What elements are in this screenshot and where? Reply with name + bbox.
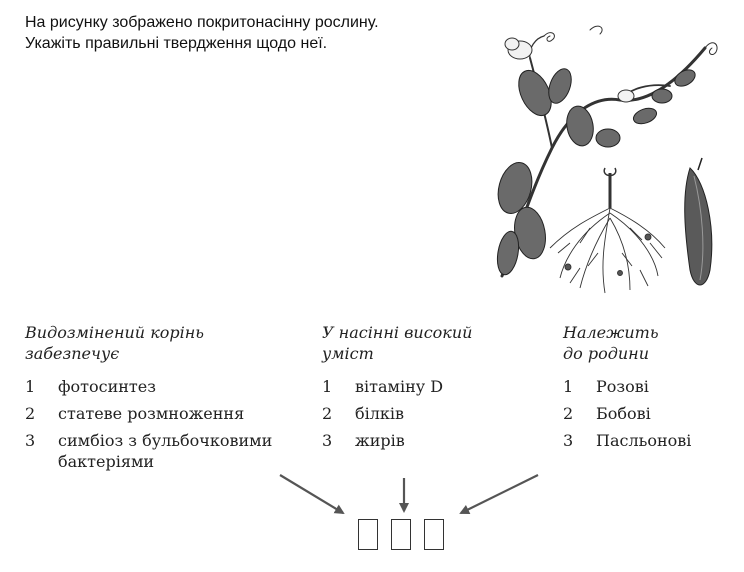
option-item: [563, 376, 691, 397]
column-heading: [563, 322, 691, 364]
option-number: 3: [563, 431, 574, 450]
option-number: 2: [322, 404, 333, 423]
option-item: [563, 430, 691, 451]
option-item: [322, 403, 472, 424]
option-number: 1: [563, 377, 574, 396]
option-text: жирів: [355, 431, 405, 450]
option-text: фотосинтез: [58, 377, 156, 396]
option-item: [25, 430, 272, 472]
arrow-right: [461, 475, 538, 513]
column-plant-family: [563, 322, 691, 457]
option-text: білків: [355, 404, 405, 423]
heading-line-1: Належить: [563, 323, 659, 342]
option-text: Розові: [596, 377, 649, 396]
pea-root-system: [550, 168, 665, 293]
option-item: [322, 376, 472, 397]
option-text: симбіоз з бульбочковими: [58, 431, 273, 450]
option-text: статеве розмноження: [58, 404, 245, 423]
question-line-2: Укажіть правильні твердження щодо неї.: [25, 35, 328, 52]
option-number: 2: [25, 404, 36, 423]
option-item: [563, 403, 691, 424]
arrow-left: [280, 475, 343, 513]
question-line-1: На рисунку зображено покритонасінну рослину.: [25, 14, 379, 31]
answer-box-1[interactable]: [358, 519, 378, 550]
option-item: [25, 403, 272, 424]
heading-line-2: забезпечує: [25, 344, 120, 363]
heading-line-2: до родини: [563, 344, 650, 363]
heading-line-2: уміст: [322, 344, 374, 363]
option-text: Пасльонові: [596, 431, 692, 450]
heading-line-1: У насінні високий: [322, 323, 473, 342]
answer-box-2[interactable]: [391, 519, 411, 550]
heading-line-1: Видозмінений корінь: [25, 323, 204, 342]
option-number: 3: [322, 431, 333, 450]
option-number: 1: [25, 377, 36, 396]
option-text: вітаміну D: [355, 377, 444, 396]
pea-plant-illustration: [480, 8, 730, 300]
option-item: [322, 430, 472, 451]
option-text: бактеріями: [58, 452, 155, 471]
option-number: 2: [563, 404, 574, 423]
option-number: 1: [322, 377, 333, 396]
column-seed-content: [322, 322, 472, 457]
column-heading: [322, 322, 472, 364]
column-heading: [25, 322, 272, 364]
pea-pod: [685, 158, 712, 285]
option-text: Бобові: [596, 404, 651, 423]
option-item: [25, 376, 272, 397]
option-number: 3: [25, 431, 36, 450]
column-root-function: [25, 322, 272, 478]
question-text: [25, 12, 379, 54]
answer-box-3[interactable]: [424, 519, 444, 550]
